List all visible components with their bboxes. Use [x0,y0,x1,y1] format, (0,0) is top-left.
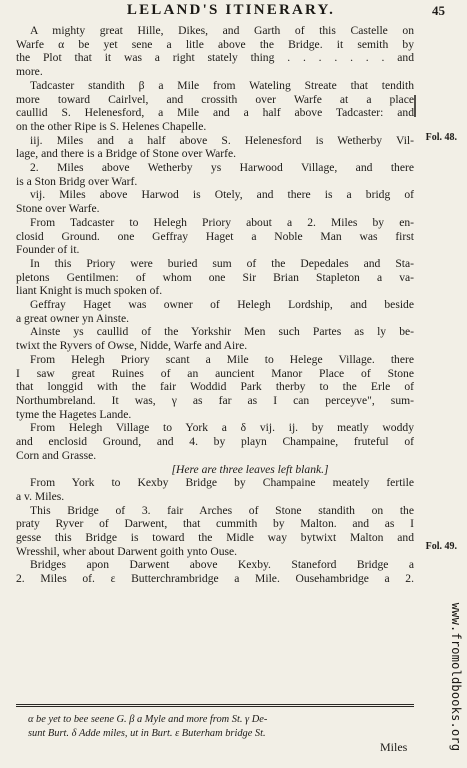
text-line: closid Ground. one Geffray Haget a Noble Man was first [16,229,414,243]
footnote-rule [16,704,414,705]
text-line: lage, and there is a Bridge of Stone over Warfe. [16,147,237,161]
text-line: the Plot that it was a right stately thing . . . . . . . and [16,51,414,65]
page-header [0,2,467,22]
footnote-line: α be yet to bee seene G. β a Myle and more from St. γ De- [28,714,268,725]
text-line: In this Priory were buried sum of the Depedales and Sta- [30,256,414,270]
text-line: more. [16,65,43,79]
text-line: 2. Miles above Wetherby ys Harwood Village, and there [30,161,414,175]
margin-bar [414,95,416,117]
text-line: This Bridge of 3. fair Arches of Stone standith on the [30,503,414,517]
watermark-text: www.fromoldbooks.org [449,602,463,752]
text-line: twixt the Ryvers of Owse, Nidde, Warfe and Aire. [16,339,248,353]
text-line: Ainste ys caullid of the Yorkshir Men such Partes as ly be- [30,325,414,339]
text-line: pletons Gentilmen: of whom one Sir Brian Stapleton a va- [16,270,414,284]
text-line: tyme the Hagetes Lande. [16,407,132,421]
text-line: Warfe α be yet sene a litle above the Bridge. it semith by [16,37,414,51]
text-line: iij. Miles and a half above S. Helenesford is Wetherby Vil- [30,133,414,147]
text-line: From Tadcaster to Helegh Priory about a 2. Miles by en- [30,215,414,229]
catchword: Miles [380,740,408,754]
text-line: I saw great Ruines of an auncient Manor Place of Stone [16,366,414,380]
text-line: more toward Cairlvel, and crossith over Warfe at a place [16,92,414,106]
text-line: Bridges apon Darwent above Kexby. Staneford Bridge a [30,558,414,572]
editorial-note: [Here are three leaves left blank.] [171,462,329,476]
text-line: is a Ston Bridg over Warf. [16,174,138,188]
text-line: on the other Ripe is S. Helenes Chapelle. [16,119,207,133]
text-line: liant Knight is much spoken of. [16,284,163,298]
text-line: From York to Kexby Bridge by Champaine meately fertile [30,476,414,490]
text-line: Northumbreland. It was, γ as far as I can perceyve", sum- [16,393,414,407]
footnotes [28,713,416,741]
watermark [440,598,462,762]
text-line: Geffray Haget was owner of Helegh Lordship, and beside [30,298,414,312]
text-line: Wresshil, wher about Darwent goith ynto Ouse. [16,544,238,558]
running-title: LELAND'S ITINERARY. [126,2,336,18]
text-line: Stone over Warfe. [16,202,100,216]
text-line: gesse this Bridge is toward the Midle way bytwixt Malton and [16,531,414,545]
text-line: Corn and Grasse. [16,448,97,462]
text-line: From Helegh Village to York a δ vij. ij. by meatly woddy [30,421,414,435]
text-line: that longgid with the fair Woddid Park therby to the Erle of [16,380,414,394]
folio-marker-48: Fol. 48. [425,132,457,143]
footnote-rule-secondary [16,706,414,707]
folio-marker-49: Fol. 49. [425,541,457,552]
text-line: caullid S. Helenesford, a Mile and a half above Tadcaster: and [16,106,414,120]
text-line: vij. Miles above Harwod is Otely, and there is a bridg of [30,188,414,202]
footnote-line: sunt Burt. δ Adde miles, ut in Burt. ε Buterham bridge St. [28,728,266,739]
text-line: and enclosid Ground, and 4. by playn Champaine, fruteful of [16,435,414,449]
text-line: a v. Miles. [16,489,65,503]
text-line: a great owner yn Ainste. [16,311,130,325]
page-number: 45 [432,3,445,18]
text-line: 2. Miles of. ε Butterchrambridge a Mile. Ousehambridge a 2. [16,572,414,586]
text-line: Tadcaster standith β a Mile from Wateling Streate that tendith [30,78,414,92]
text-line: A mighty great Hille, Dikes, and Garth of this Castelle on [30,24,414,37]
text-line: From Helegh Priory scant a Mile to Helege Village. there [30,352,414,366]
body-text [16,24,414,586]
text-line: Founder of it. [16,243,80,257]
text-line: praty Ryver of Darwent, that cummith by Malton. and as I [16,517,414,531]
